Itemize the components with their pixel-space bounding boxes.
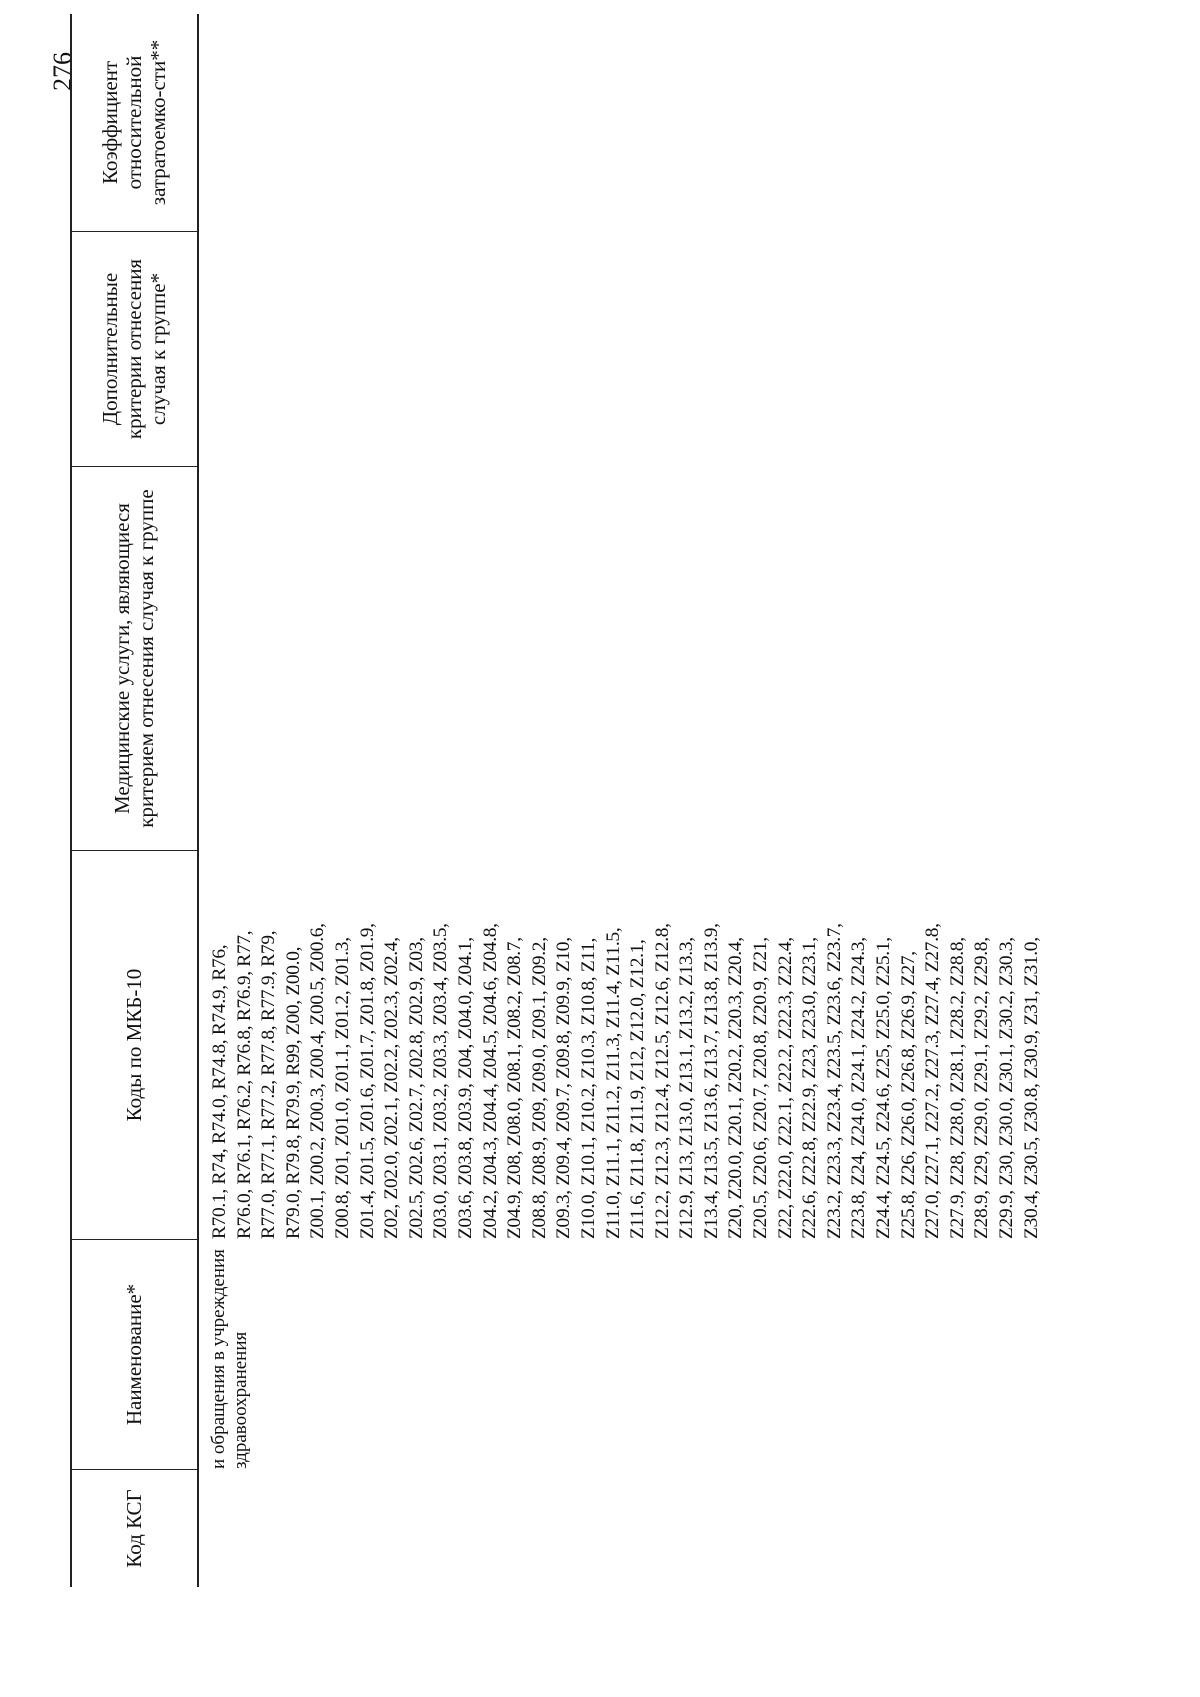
icd-code-line: Z20, Z20.0, Z20.1, Z20.2, Z20.3, Z20.4, xyxy=(725,937,747,1239)
row-name: и обращения в учреждения здравоохранения xyxy=(208,1249,251,1469)
header-medical-services: Медицинские услуги, являющиеся критерием отнесения случая к группе xyxy=(109,489,158,828)
icd-code-line: R70.1, R74, R74.0, R74.8, R74.9, R76, xyxy=(209,944,230,1239)
page-number: 276 xyxy=(48,52,77,91)
icd-code-line: Z22.6, Z22.8, Z22.9, Z23, Z23.0, Z23.1, xyxy=(799,937,821,1239)
icd-code-line: Z23.2, Z23.3, Z23.4, Z23.5, Z23.6, Z23.7, xyxy=(823,923,845,1239)
icd-code-line: Z28.9, Z29, Z29.0, Z29.1, Z29.2, Z29.8, xyxy=(971,937,993,1239)
icd-code-list xyxy=(208,854,1044,1239)
icd-code-line: Z04.2, Z04.3, Z04.4, Z04.5, Z04.6, Z04.8, xyxy=(479,923,501,1239)
header-icd-codes: Коды по МКБ-10 xyxy=(121,968,146,1122)
icd-code-line: Z11.6, Z11.8, Z11.9, Z12, Z12.0, Z12.1, xyxy=(627,939,649,1239)
icd-code-line: Z27.0, Z27.1, Z27.2, Z27.3, Z27.4, Z27.8, xyxy=(922,923,944,1239)
icd-code-line: Z20.5, Z20.6, Z20.7, Z20.8, Z20.9, Z21, xyxy=(750,937,772,1239)
icd-code-line: Z08.8, Z08.9, Z09, Z09.0, Z09.1, Z09.2, xyxy=(528,937,550,1239)
header-cost-coefficient: Коэффициент относительной затратоемко-сти** xyxy=(97,39,171,206)
icd-code-line: Z03.6, Z03.8, Z03.9, Z04, Z04.0, Z04.1, xyxy=(454,937,476,1239)
icd-code-line: Z12.9, Z13, Z13.0, Z13.1, Z13.2, Z13.3, xyxy=(676,937,698,1239)
icd-code-line: Z02, Z02.0, Z02.1, Z02.2, Z02.3, Z02.4, xyxy=(381,937,403,1239)
icd-code-line: Z13.4, Z13.5, Z13.6, Z13.7, Z13.8, Z13.9, xyxy=(700,923,722,1239)
icd-code-line: Z12.2, Z12.3, Z12.4, Z12.5, Z12.6, Z12.8, xyxy=(651,923,673,1239)
icd-code-line: Z11.0, Z11.1, Z11.2, Z11.3, Z11.4, Z11.5, xyxy=(602,927,624,1239)
icd-code-line: R77.0, R77.1, R77.2, R77.8, R77.9, R79, xyxy=(258,930,280,1239)
table-header-bottom-border xyxy=(197,14,199,1587)
icd-code-line: Z24.4, Z24.5, Z24.6, Z25, Z25.0, Z25.1, xyxy=(873,937,895,1239)
icd-code-line: Z27.9, Z28, Z28.0, Z28.1, Z28.2, Z28.8, xyxy=(946,937,968,1239)
icd-code-line: Z01.4, Z01.5, Z01.6, Z01.7, Z01.8, Z01.9, xyxy=(356,923,378,1239)
icd-code-line: R79.0, R79.8, R79.9, R99, Z00, Z00.0, xyxy=(282,946,304,1239)
header-ksg-code: Код КСГ xyxy=(121,1489,146,1568)
icd-code-line: Z00.1, Z00.2, Z00.3, Z00.4, Z00.5, Z00.6, xyxy=(307,923,329,1239)
icd-code-line: R76.0, R76.1, R76.2, R76.8, R76.9, R77, xyxy=(233,930,255,1239)
icd-code-line: Z29.9, Z30, Z30.0, Z30.1, Z30.2, Z30.3, xyxy=(996,937,1017,1239)
icd-code-line: Z04.9, Z08, Z08.0, Z08.1, Z08.2, Z08.7, xyxy=(504,937,526,1239)
icd-code-line: Z10.0, Z10.1, Z10.2, Z10.3, Z10.8, Z11, xyxy=(577,937,599,1239)
icd-code-line: Z03.0, Z03.1, Z03.2, Z03.3, Z03.4, Z03.5, xyxy=(430,923,452,1239)
icd-code-line: Z25.8, Z26, Z26.0, Z26.8, Z26.9, Z27, xyxy=(897,951,919,1239)
icd-code-line: Z02.5, Z02.6, Z02.7, Z02.8, Z02.9, Z03, xyxy=(405,937,427,1239)
header-additional-criteria: Дополнительные критерии отнесения случая к группе* xyxy=(97,258,171,440)
header-name: Наименование* xyxy=(121,1283,146,1426)
icd-code-line: Z30.4, Z30.5, Z30.8, Z30.9, Z31, Z31.0, xyxy=(1020,937,1042,1239)
icd-code-line: Z09.3, Z09.4, Z09.7, Z09.8, Z09.9, Z10, xyxy=(553,937,575,1239)
icd-code-line: Z23.8, Z24, Z24.0, Z24.1, Z24.2, Z24.3, xyxy=(848,937,870,1239)
icd-code-line: Z00.8, Z01, Z01.0, Z01.1, Z01.2, Z01.3, xyxy=(331,937,353,1239)
icd-code-line: Z22, Z22.0, Z22.1, Z22.2, Z22.3, Z22.4, xyxy=(774,937,796,1239)
